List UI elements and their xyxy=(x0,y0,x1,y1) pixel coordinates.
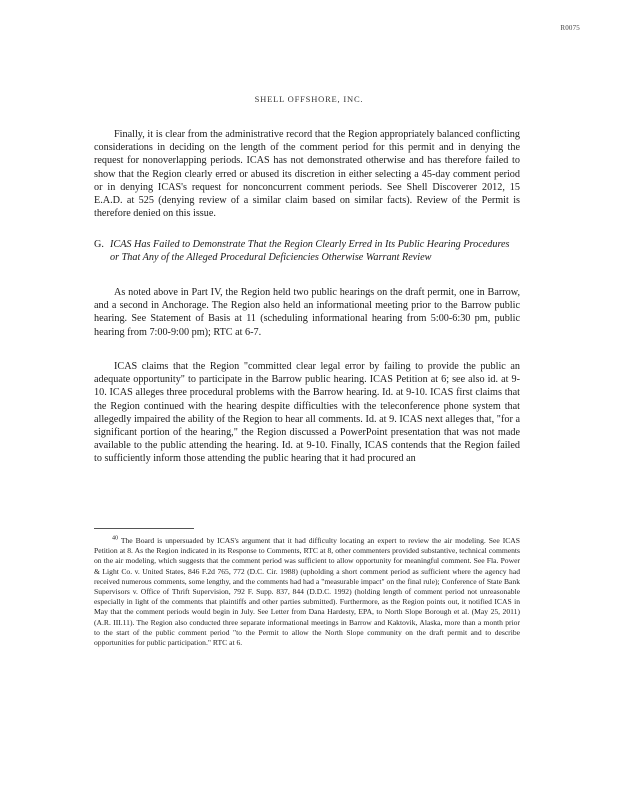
paragraph-2 xyxy=(94,286,520,339)
paragraph-1 xyxy=(94,128,520,220)
paragraph-3 xyxy=(94,360,520,466)
running-head: SHELL OFFSHORE, INC. xyxy=(254,94,364,104)
paragraph-1-text: Finally, it is clear from the administrative record that the Region appropriately balanced conflicting considerations in deciding on the length of the comment period for this permit and in denying the request for nonoverlapping periods. ICAS has not demonstrated otherwise and has therefore failed to show that the Region clearly erred or abused its discretion in either selecting a 45-day comment period or in denying ICAS's request for nonconcurrent comment periods. See Shell Discoverer 2012, 15 E.A.D. at 525 (denying review of a similar claim based on similar facts). Review of the Permit is therefore denied on this issue. xyxy=(94,129,520,220)
footnote-text: The Board is unpersuaded by ICAS's argument that it had difficulty locating an expert to review the air modeling. See ICAS Petition at 8. As the Region indicated in its Response to Comments, RTC at 8, other commenters provided substantive, technical comments on the air modeling, which suggests that the comment period was sufficient to allow opportunity for meaningful comment. See Fla. Power & Light Co. v. United States, 846 F.2d 765, 772 (D.C. Cir. 1988) (upholding a short comment period as sufficient where the agency had received numerous comments, some lengthy, and the comments had had a "measurable impact" on the final rule); Conference of State Bank Supervisors v. Office of Thrift Supervision, 792 F. Supp. 837, 844 (D.D.C. 1992) (holding length of comment period not unreasonable especially in light of the comments that plaintiffs and other parties submitted). Furthermore, as the Region points out, it notified ICAS in May that the comment periods would begin in July. See Letter from Dana Hardesty, EPA, to North Slope Borough et al. (May 25, 2011) (A.R. III.11). The Region also conducted three separate informational meetings in Barrow and Kaktovik, Alaska, more than a month prior to the start of the public comment period "to the Permit to allow the North Slope community on the draft permit and to describe opportunities for public participation." RTC at 6. xyxy=(94,536,520,648)
footnote-marker: 40 xyxy=(112,535,118,542)
footnote xyxy=(94,536,520,648)
section-heading-letter: G. xyxy=(94,239,104,250)
section-heading-g xyxy=(94,238,520,264)
page-code: R0075 xyxy=(560,24,580,32)
paragraph-2-text: As noted above in Part IV, the Region held two public hearings on the draft permit, one in Barrow, and a second in Anchorage. The Region also held an informational meeting prior to the Barrow public hearing. See Statement of Basis at 11 (scheduling informational hearing from 5:00-6:30 pm, public hearing from 7:00-9:00 pm); RTC at 6-7. xyxy=(94,287,520,338)
footnote-divider xyxy=(94,528,194,529)
paragraph-3-text: ICAS claims that the Region "committed clear legal error by failing to provide the public an adequate opportunity" to participate in the Barrow public hearing. ICAS Petition at 6; see also id. at 9-10. ICAS alleges three procedural problems with the Barrow hearing. Id. at 9-10. ICAS first claims that the Region continued with the hearing despite difficulties with the teleconference phone system that allegedly impaired the ability of the Region to hear all comments. Id. at 9. ICAS next alleges that, "for a significant portion of the hearing," the Region discussed a PowerPoint presentation that was not made available to the public attending the hearing. Id. at 9-10. Finally, ICAS contends that the Region failed to sufficiently inform those attending the public hearing that it had procured an xyxy=(94,361,520,465)
section-heading-text: ICAS Has Failed to Demonstrate That the Region Clearly Erred in Its Public Hearing Procedures or That Any of the Alleged Procedural Deficiencies Otherwise Warrant Review xyxy=(110,239,510,264)
